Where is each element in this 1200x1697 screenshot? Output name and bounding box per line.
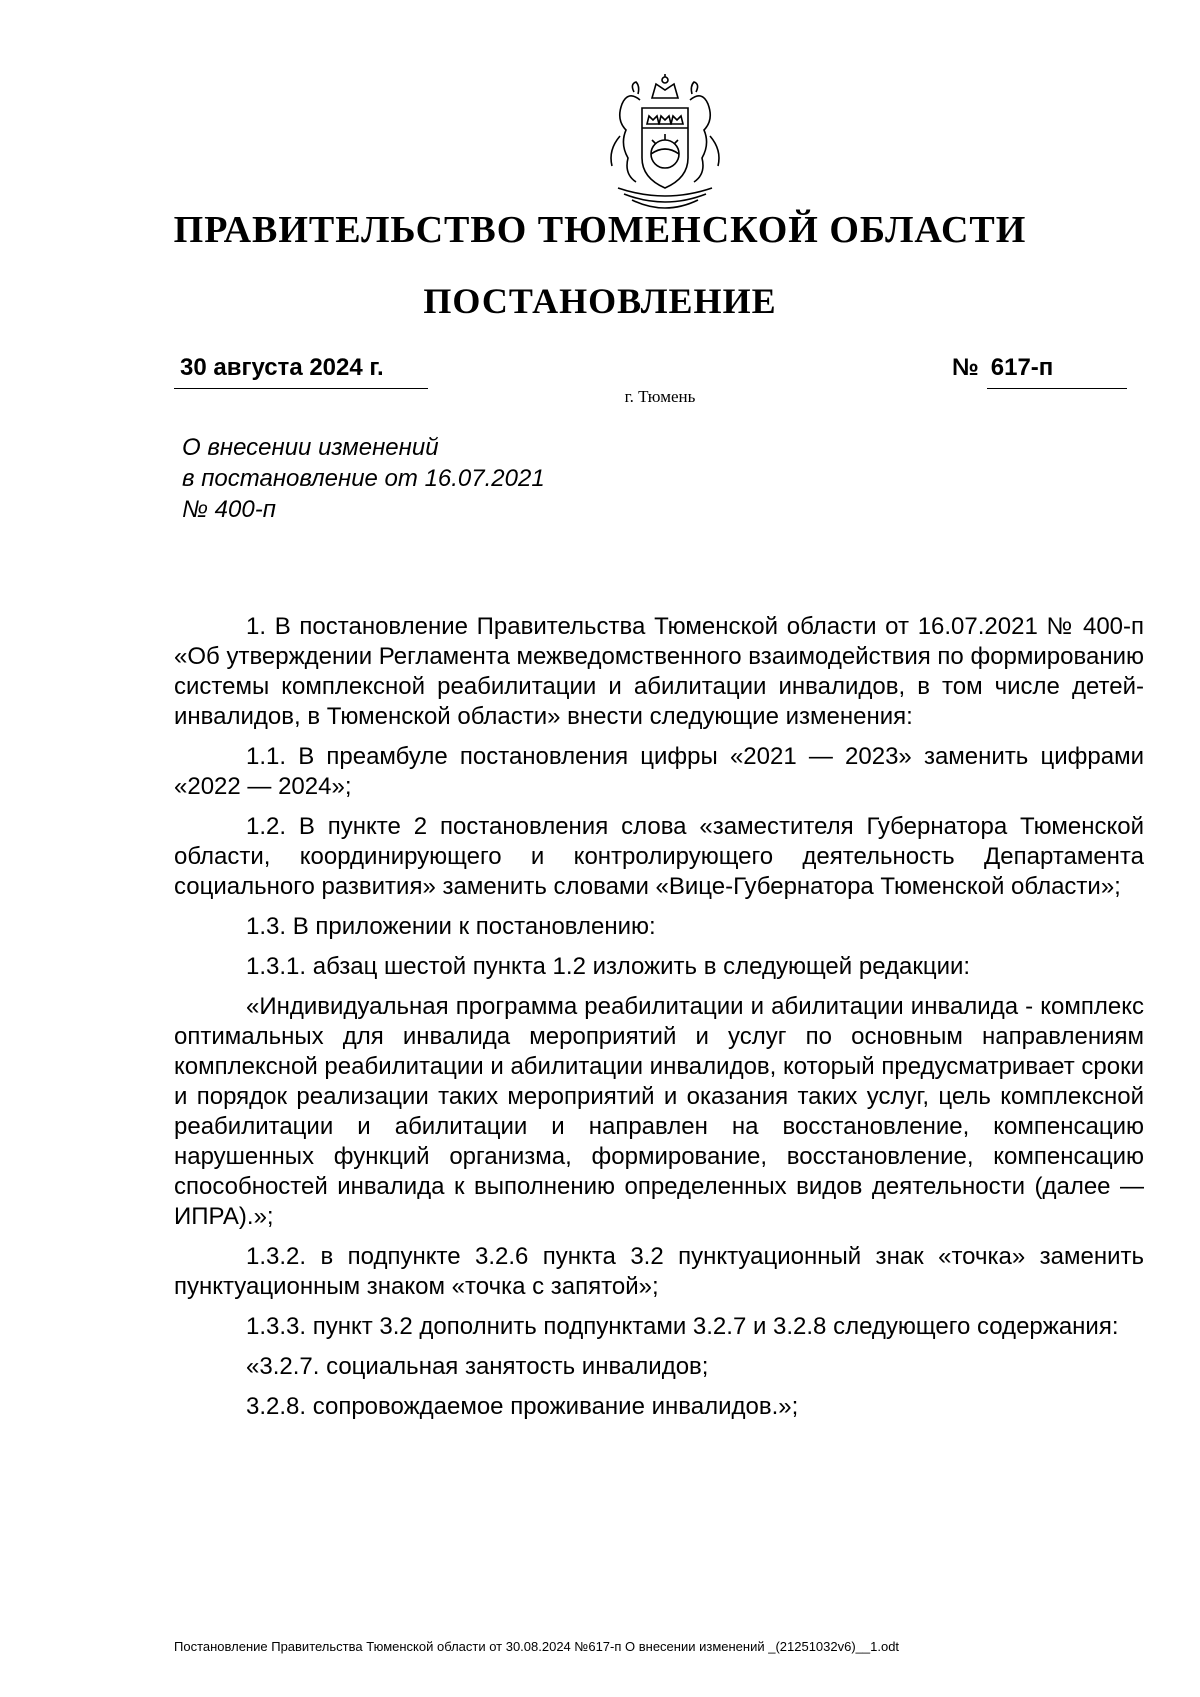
document-body <box>174 612 1144 1432</box>
document-number-field <box>952 354 1136 389</box>
subject-line: № 400-п <box>182 496 276 523</box>
government-name: ПРАВИТЕЛЬСТВО ТЮМЕНСКОЙ ОБЛАСТИ <box>173 209 1027 251</box>
city-name: г. Тюмень <box>624 387 696 406</box>
document-subject <box>182 432 682 525</box>
body-paragraph: 1.3.3. пункт 3.2 дополнить подпунктами 3.2.7 и 3.2.8 следующего содержания: <box>246 1313 1119 1340</box>
body-paragraph: 1.3.2. в подпункте 3.2.6 пункта 3.2 пунктуационный знак «точка» заменить пунктуационным знаком «точка с запятой»; <box>174 1243 1144 1300</box>
number-sign: № <box>952 354 979 381</box>
document-number: 617-п <box>987 354 1127 389</box>
body-paragraph: «3.2.7. социальная занятость инвалидов; <box>246 1353 709 1380</box>
document-type: ПОСТАНОВЛЕНИЕ <box>423 281 777 321</box>
coat-of-arms-icon <box>590 70 740 220</box>
body-paragraph: 1. В постановление Правительства Тюменской области от 16.07.2021 № 400-п «Об утверждении Регламента межведомственного взаимодействия по формированию системы комплексной реабилитации и абилитации инвалидов, в том числе детей-инвалидов, в Тюменской области» внести следующие изменения: <box>174 613 1144 730</box>
body-paragraph: 1.3. В приложении к постановлению: <box>246 913 656 940</box>
body-paragraph: 1.3.1. абзац шестой пункта 1.2 изложить в следующей редакции: <box>246 953 971 980</box>
subject-line: в постановление от 16.07.2021 <box>182 465 545 492</box>
subject-line: О внесении изменений <box>182 434 439 461</box>
page-footer: Постановление Правительства Тюменской области от 30.08.2024 №617-п О внесении изменений _(21251032v6)__1.odt <box>174 1639 900 1654</box>
body-paragraph: 1.1. В преамбуле постановления цифры «2021 — 2023» заменить цифрами «2022 — 2024»; <box>174 743 1144 800</box>
body-paragraph: 3.2.8. сопровождаемое проживание инвалидов.»; <box>246 1393 799 1420</box>
body-paragraph: «Индивидуальная программа реабилитации и абилитации инвалида - комплекс оптимальных для инвалида мероприятий и услуг по основным направлениям комплексной реабилитации и абилитации инвалидов, который предусматривает сроки и порядок реализации таких мероприятий и оказания таких услуг, цель комплексной реабилитации и абилитации и направлен на восстановление, компенсацию нарушенных функций организма, формирование, восстановление, компенсацию способностей инвалида к выполнению определенных видов деятельности (далее — ИПРА).»; <box>174 993 1144 1230</box>
body-paragraph: 1.2. В пункте 2 постановления слова «заместителя Губернатора Тюменской области, координирующего и контролирующего деятельность Департамента социального развития» заменить словами «Вице-Губернатора Тюменской области»; <box>174 813 1144 900</box>
document-date: 30 августа 2024 г. <box>174 354 428 389</box>
